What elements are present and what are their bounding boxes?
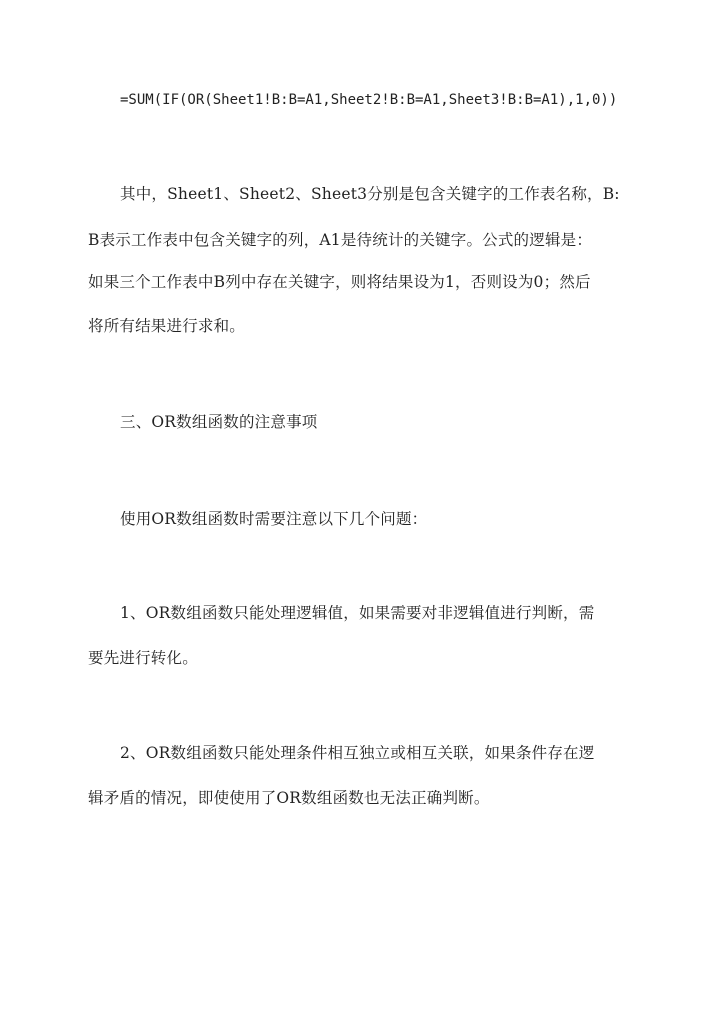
point-1-line-1: 1、OR数组函数只能处理逻辑值，如果需要对非逻辑值进行判断，需 <box>120 604 595 622</box>
explanation-line-4: 将所有结果进行求和。 <box>88 317 246 335</box>
point-1-line-2: 要先进行转化。 <box>88 649 198 667</box>
explanation-line-2: B表示工作表中包含关键字的列，A1是待统计的关键字。公式的逻辑是： <box>88 231 593 249</box>
explanation-line-1: 其中，Sheet1、Sheet2、Sheet3分别是包含关键字的工作表名称，B: <box>120 185 620 203</box>
section-heading: 三、OR数组函数的注意事项 <box>120 413 318 431</box>
point-2-line-2: 辑矛盾的情况，即使使用了OR数组函数也无法正确判断。 <box>88 789 490 807</box>
formula-text: =SUM(IF(OR(Sheet1!B:B=A1,Sheet2!B:B=A1,Sheet3!B:B=A1),1,0)) <box>120 92 618 108</box>
point-2-line-1: 2、OR数组函数只能处理条件相互独立或相互关联，如果条件存在逻 <box>120 744 595 762</box>
intro-paragraph: 使用OR数组函数时需要注意以下几个问题： <box>120 510 428 528</box>
explanation-line-3: 如果三个工作表中B列中存在关键字，则将结果设为1，否则设为0；然后 <box>88 273 591 291</box>
